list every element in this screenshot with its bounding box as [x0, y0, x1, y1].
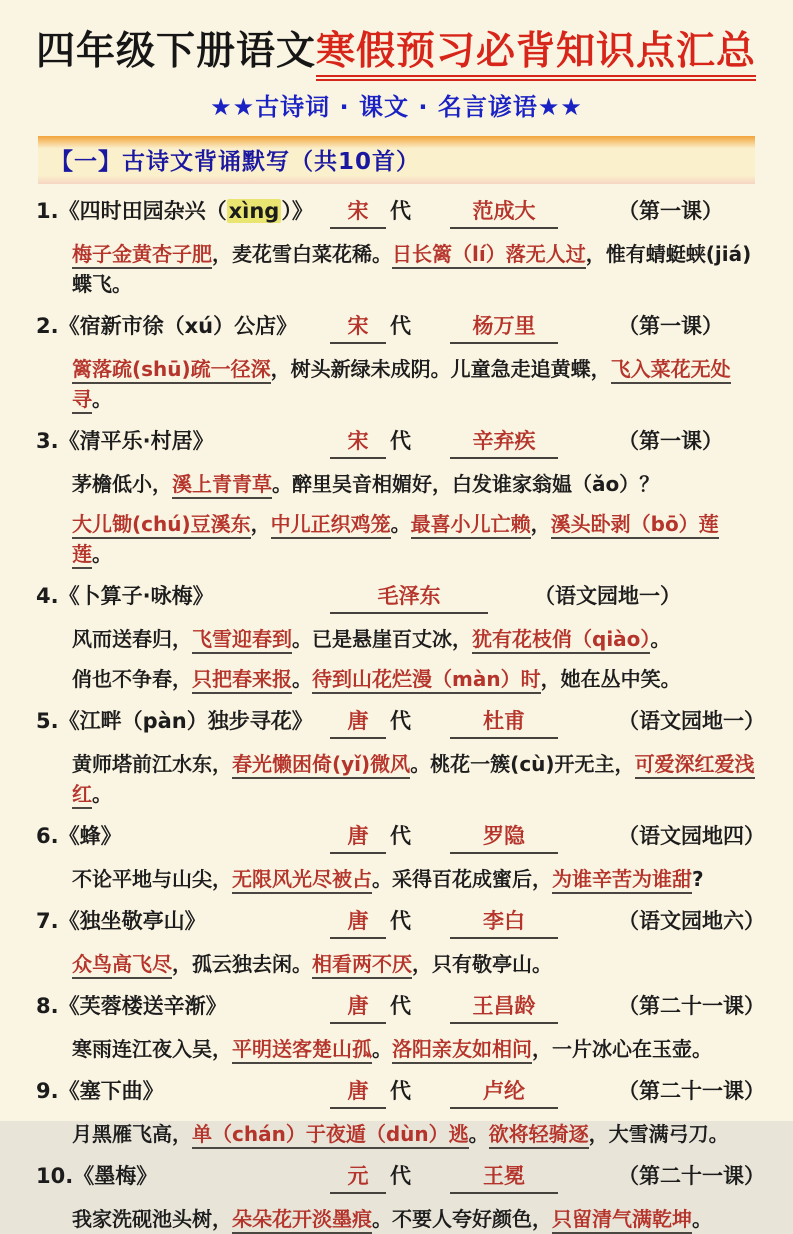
poem-title-row: [36, 906, 765, 939]
poem-item: [36, 1076, 765, 1149]
poem-text: 。: [92, 386, 112, 411]
poem-text: 。: [292, 666, 312, 691]
dynasty-word: 代: [390, 313, 411, 338]
poem-title: [36, 311, 330, 341]
poem-item: [36, 906, 765, 979]
poem-text: 我家洗砚池头树，: [72, 1206, 232, 1231]
poem-title: [36, 426, 330, 456]
poem-title-text: 《独坐敬亭山》: [58, 908, 206, 933]
poem-text: ，只有敬亭山。: [412, 951, 552, 976]
lesson-ref: （语文园地四）: [618, 823, 765, 848]
author-cell: [450, 991, 618, 1024]
poem-number: 3.: [36, 428, 59, 453]
poem-line: [36, 864, 757, 894]
key-phrase-red-underlined: 欲将轻骑逐: [489, 1122, 589, 1149]
dynasty-word: 代: [390, 198, 411, 223]
key-phrase-red-underlined: 篱落疏(shū)疏一径深: [72, 357, 271, 384]
lesson-ref: （语文园地一）: [534, 583, 681, 608]
poem-text: 不论平地与山尖，: [72, 866, 232, 891]
author-blank: 罗隐: [450, 821, 558, 854]
poem-title-text: 《清平乐·村居》: [58, 428, 214, 453]
poem-line: [36, 749, 757, 809]
poem-title-text: 《四时田园杂兴（: [58, 198, 227, 223]
poem-title-text: 《江畔（pàn）独步寻花》: [58, 708, 313, 733]
key-phrase-red-underlined: 众鸟高飞尽: [72, 952, 172, 979]
poem-item: [36, 821, 765, 894]
poem-title: [36, 196, 330, 226]
lesson-ref: （第二十一课）: [618, 1078, 765, 1103]
poem-text: 。: [390, 511, 411, 536]
author-blank: 王冕: [450, 1161, 558, 1194]
key-phrase-red-underlined: 溪上青青草: [172, 472, 272, 499]
dynasty-cell: [330, 906, 450, 939]
poem-text: ，树头新绿未成阴。儿童急走追黄蝶，: [270, 356, 611, 381]
poem-title-text: 《宿新市徐（xú）公店》: [58, 313, 298, 338]
poem-item: [36, 311, 757, 414]
key-phrase-red-underlined: 待到山花烂漫（màn）时: [312, 667, 541, 694]
poem-text: 。桃花一簇(cù)开无主，: [410, 751, 635, 776]
lesson-ref: （第一课）: [618, 428, 723, 453]
page-title-black: 四年级下册语文: [36, 29, 317, 74]
poem-text: ，惟有蜻蜓蛱(jiá)蝶飞。: [72, 241, 752, 296]
key-phrase-red-underlined: 溪头卧剥（bō）莲莲: [72, 512, 719, 569]
poem-title-row: [36, 1076, 765, 1109]
poem-text: ，麦花雪白菜花稀。: [212, 241, 392, 266]
poem-number: 1.: [36, 198, 59, 223]
section-header: 【一】古诗文背诵默写（共10首）: [38, 136, 755, 184]
author-blank: 杨万里: [450, 311, 558, 344]
dynasty-blank: 唐: [330, 991, 386, 1024]
author-cell: [450, 196, 618, 229]
lesson-ref: （语文园地一）: [618, 708, 765, 733]
dynasty-blank: 宋: [330, 196, 386, 229]
poem-title: [36, 821, 330, 851]
poem-line: [36, 509, 757, 569]
key-phrase-red-underlined: 无限风光尽被占: [232, 867, 372, 894]
author-cell: [450, 821, 618, 854]
lesson-ref: （第一课）: [618, 313, 723, 338]
dynasty-blank: 宋: [330, 311, 386, 344]
poem-number: 8.: [36, 993, 59, 1018]
dynasty-blank: 元: [330, 1161, 386, 1194]
poem-text: 。采得百花成蜜后，: [372, 866, 552, 891]
pinyin-highlight: xìng: [228, 198, 280, 223]
subtitle-topics: ★★古诗词 · 课文 · 名言谚语★★: [210, 92, 583, 121]
dynasty-cell: [330, 706, 450, 739]
poem-number: 7.: [36, 908, 59, 933]
poem-title: [36, 706, 330, 736]
author-cell: [450, 1076, 618, 1109]
dynasty-word: 代: [390, 1163, 411, 1188]
poem-text: 。不要人夸好颜色，: [372, 1206, 552, 1231]
poem-text: 。已是悬崖百丈冰，: [292, 626, 472, 651]
key-phrase-red-underlined: 梅子金黄杏子肥: [72, 242, 212, 269]
poem-title-row: [36, 581, 757, 614]
lesson-ref: （第一课）: [618, 198, 723, 223]
dynasty-cell: [330, 821, 450, 854]
poem-number: 4.: [36, 583, 59, 608]
dynasty-word: 代: [390, 823, 411, 848]
poem-number: 6.: [36, 823, 59, 848]
poem-text: 风而送春归，: [72, 626, 192, 651]
poem-line: [36, 354, 757, 414]
poem-number: 10.: [36, 1163, 74, 1188]
poem-title-text: 《墨梅》: [73, 1163, 158, 1188]
dynasty-word: 代: [390, 428, 411, 453]
lesson-ref: （语文园地六）: [618, 908, 765, 933]
key-phrase-red-underlined: 单（chán）于夜遁（dùn）逃: [192, 1122, 469, 1149]
poem-text: 。: [372, 1036, 392, 1061]
key-phrase-red-underlined: 飞入菜花无处寻: [72, 357, 731, 414]
poem-text: 。: [468, 1121, 489, 1146]
dynasty-word: 代: [390, 1078, 411, 1103]
poem-text: 俏也不争春，: [72, 666, 192, 691]
key-phrase-red-underlined: 春光懒困倚(yǐ)微风: [232, 752, 410, 779]
poem-title-row: [36, 991, 765, 1024]
dynasty-cell: [330, 196, 450, 229]
key-phrase-red-underlined: 为谁辛苦为谁甜: [552, 867, 692, 894]
poem-item: [36, 426, 757, 569]
poem-title-row: [36, 706, 765, 739]
poem-item: [36, 706, 765, 809]
poem-title-row: [36, 311, 757, 344]
key-phrase-red-underlined: 平明送客楚山孤: [232, 1037, 372, 1064]
key-phrase-red-underlined: 只把春来报: [192, 667, 292, 694]
key-phrase-red-underlined: 飞雪迎春到: [192, 627, 292, 654]
poem-title: [36, 581, 330, 611]
dynasty-cell: [330, 991, 450, 1024]
poem-title-row: [36, 196, 757, 229]
poem-text: 。醉里吴音相媚好，白发谁家翁媪（ǎo）？: [272, 471, 660, 496]
poem-line: [36, 469, 757, 499]
poem-line: [36, 1204, 757, 1234]
poem-item: [36, 581, 757, 694]
poem-text: 黄师塔前江水东，: [72, 751, 232, 776]
poem-text: ，大雪满弓刀。: [588, 1121, 729, 1146]
poem-line: [36, 1119, 757, 1149]
author-blank: 王昌龄: [450, 991, 558, 1024]
page-title-red-underlined: 寒假预习必背知识点汇总: [316, 29, 756, 81]
poem-title: [36, 991, 330, 1021]
poem-line: [36, 624, 757, 654]
poem-number: 9.: [36, 1078, 59, 1103]
poem-text: 。: [92, 781, 112, 806]
poem-text: ，一片冰心在玉壶。: [532, 1036, 712, 1061]
poem-line: [36, 1034, 757, 1064]
poem-title: [36, 1161, 330, 1191]
dynasty-cell: [330, 1076, 450, 1109]
dynasty-word: 代: [390, 708, 411, 733]
dynasty-blank: 唐: [330, 821, 386, 854]
author-cell: [330, 581, 534, 614]
key-phrase-red-underlined: 可爱深红爱浅红: [72, 752, 755, 809]
dynasty-blank: 唐: [330, 1076, 386, 1109]
poem-line: [36, 239, 757, 299]
poem-item: [36, 196, 757, 299]
lesson-ref: （第二十一课）: [618, 1163, 765, 1188]
author-cell: [450, 426, 618, 459]
poem-text: ，: [250, 511, 271, 536]
author-blank: 范成大: [450, 196, 558, 229]
poem-text: ，: [530, 511, 551, 536]
lesson-ref: （第二十一课）: [618, 993, 765, 1018]
author-blank: 杜甫: [450, 706, 558, 739]
key-phrase-red-underlined: 最喜小儿亡赖: [411, 512, 531, 539]
author-blank: 李白: [450, 906, 558, 939]
poem-text: ，孤云独去闲。: [172, 951, 312, 976]
key-phrase-red-underlined: 中儿正织鸡笼: [271, 512, 391, 539]
key-phrase-red-underlined: 犹有花枝俏（qiào）: [472, 627, 650, 654]
author-cell: [450, 311, 618, 344]
poem-text: 月黑雁飞高，: [72, 1121, 192, 1146]
poem-item: [36, 1161, 765, 1234]
dynasty-word: 代: [390, 908, 411, 933]
poem-title-text: 《卜算子·咏梅》: [58, 583, 214, 608]
key-phrase-red-underlined: 大儿锄(chú)豆溪东: [72, 512, 251, 539]
poem-title-text: ）》: [281, 198, 313, 223]
author-cell: [450, 1161, 618, 1194]
poem-title-row: [36, 426, 757, 459]
poem-title: [36, 906, 330, 936]
author-cell: [450, 706, 618, 739]
key-phrase-red-underlined: 朵朵花开淡墨痕: [232, 1207, 372, 1234]
author-blank: 辛弃疾: [450, 426, 558, 459]
poem-item: [36, 991, 765, 1064]
poem-text: 寒雨连江夜入吴，: [72, 1036, 232, 1061]
key-phrase-red-underlined: 洛阳亲友如相问: [392, 1037, 532, 1064]
author-blank: 毛泽东: [330, 581, 488, 614]
poem-line: [36, 949, 757, 979]
dynasty-blank: 宋: [330, 426, 386, 459]
poem-text: ，她在丛中笑。: [540, 666, 681, 691]
poem-title-text: 《塞下曲》: [58, 1078, 164, 1103]
author-blank: 卢纶: [450, 1076, 558, 1109]
dynasty-cell: [330, 1161, 450, 1194]
key-phrase-red-underlined: 相看两不厌: [312, 952, 412, 979]
poem-text: 。: [692, 1206, 712, 1231]
page-title: [36, 30, 757, 75]
key-phrase-red-underlined: 只留清气满乾坤: [552, 1207, 692, 1234]
poem-text: 茅檐低小，: [72, 471, 172, 496]
poem-title-text: 《芙蓉楼送辛渐》: [58, 993, 227, 1018]
author-cell: [450, 906, 618, 939]
poem-text: 。: [92, 541, 112, 566]
dynasty-blank: 唐: [330, 706, 386, 739]
poem-title: [36, 1076, 330, 1106]
poem-number: 2.: [36, 313, 59, 338]
poem-text: ?: [692, 866, 704, 891]
dynasty-cell: [330, 426, 450, 459]
poem-title-row: [36, 1161, 765, 1194]
poem-line: [36, 664, 757, 694]
dynasty-word: 代: [390, 993, 411, 1018]
poem-text: 。: [650, 626, 671, 651]
dynasty-cell: [330, 311, 450, 344]
poem-title-text: 《蜂》: [58, 823, 122, 848]
poem-list: [36, 196, 765, 1234]
poem-number: 5.: [36, 708, 59, 733]
key-phrase-red-underlined: 日长篱（lí）落无人过: [392, 242, 586, 269]
dynasty-blank: 唐: [330, 906, 386, 939]
poem-title-row: [36, 821, 765, 854]
